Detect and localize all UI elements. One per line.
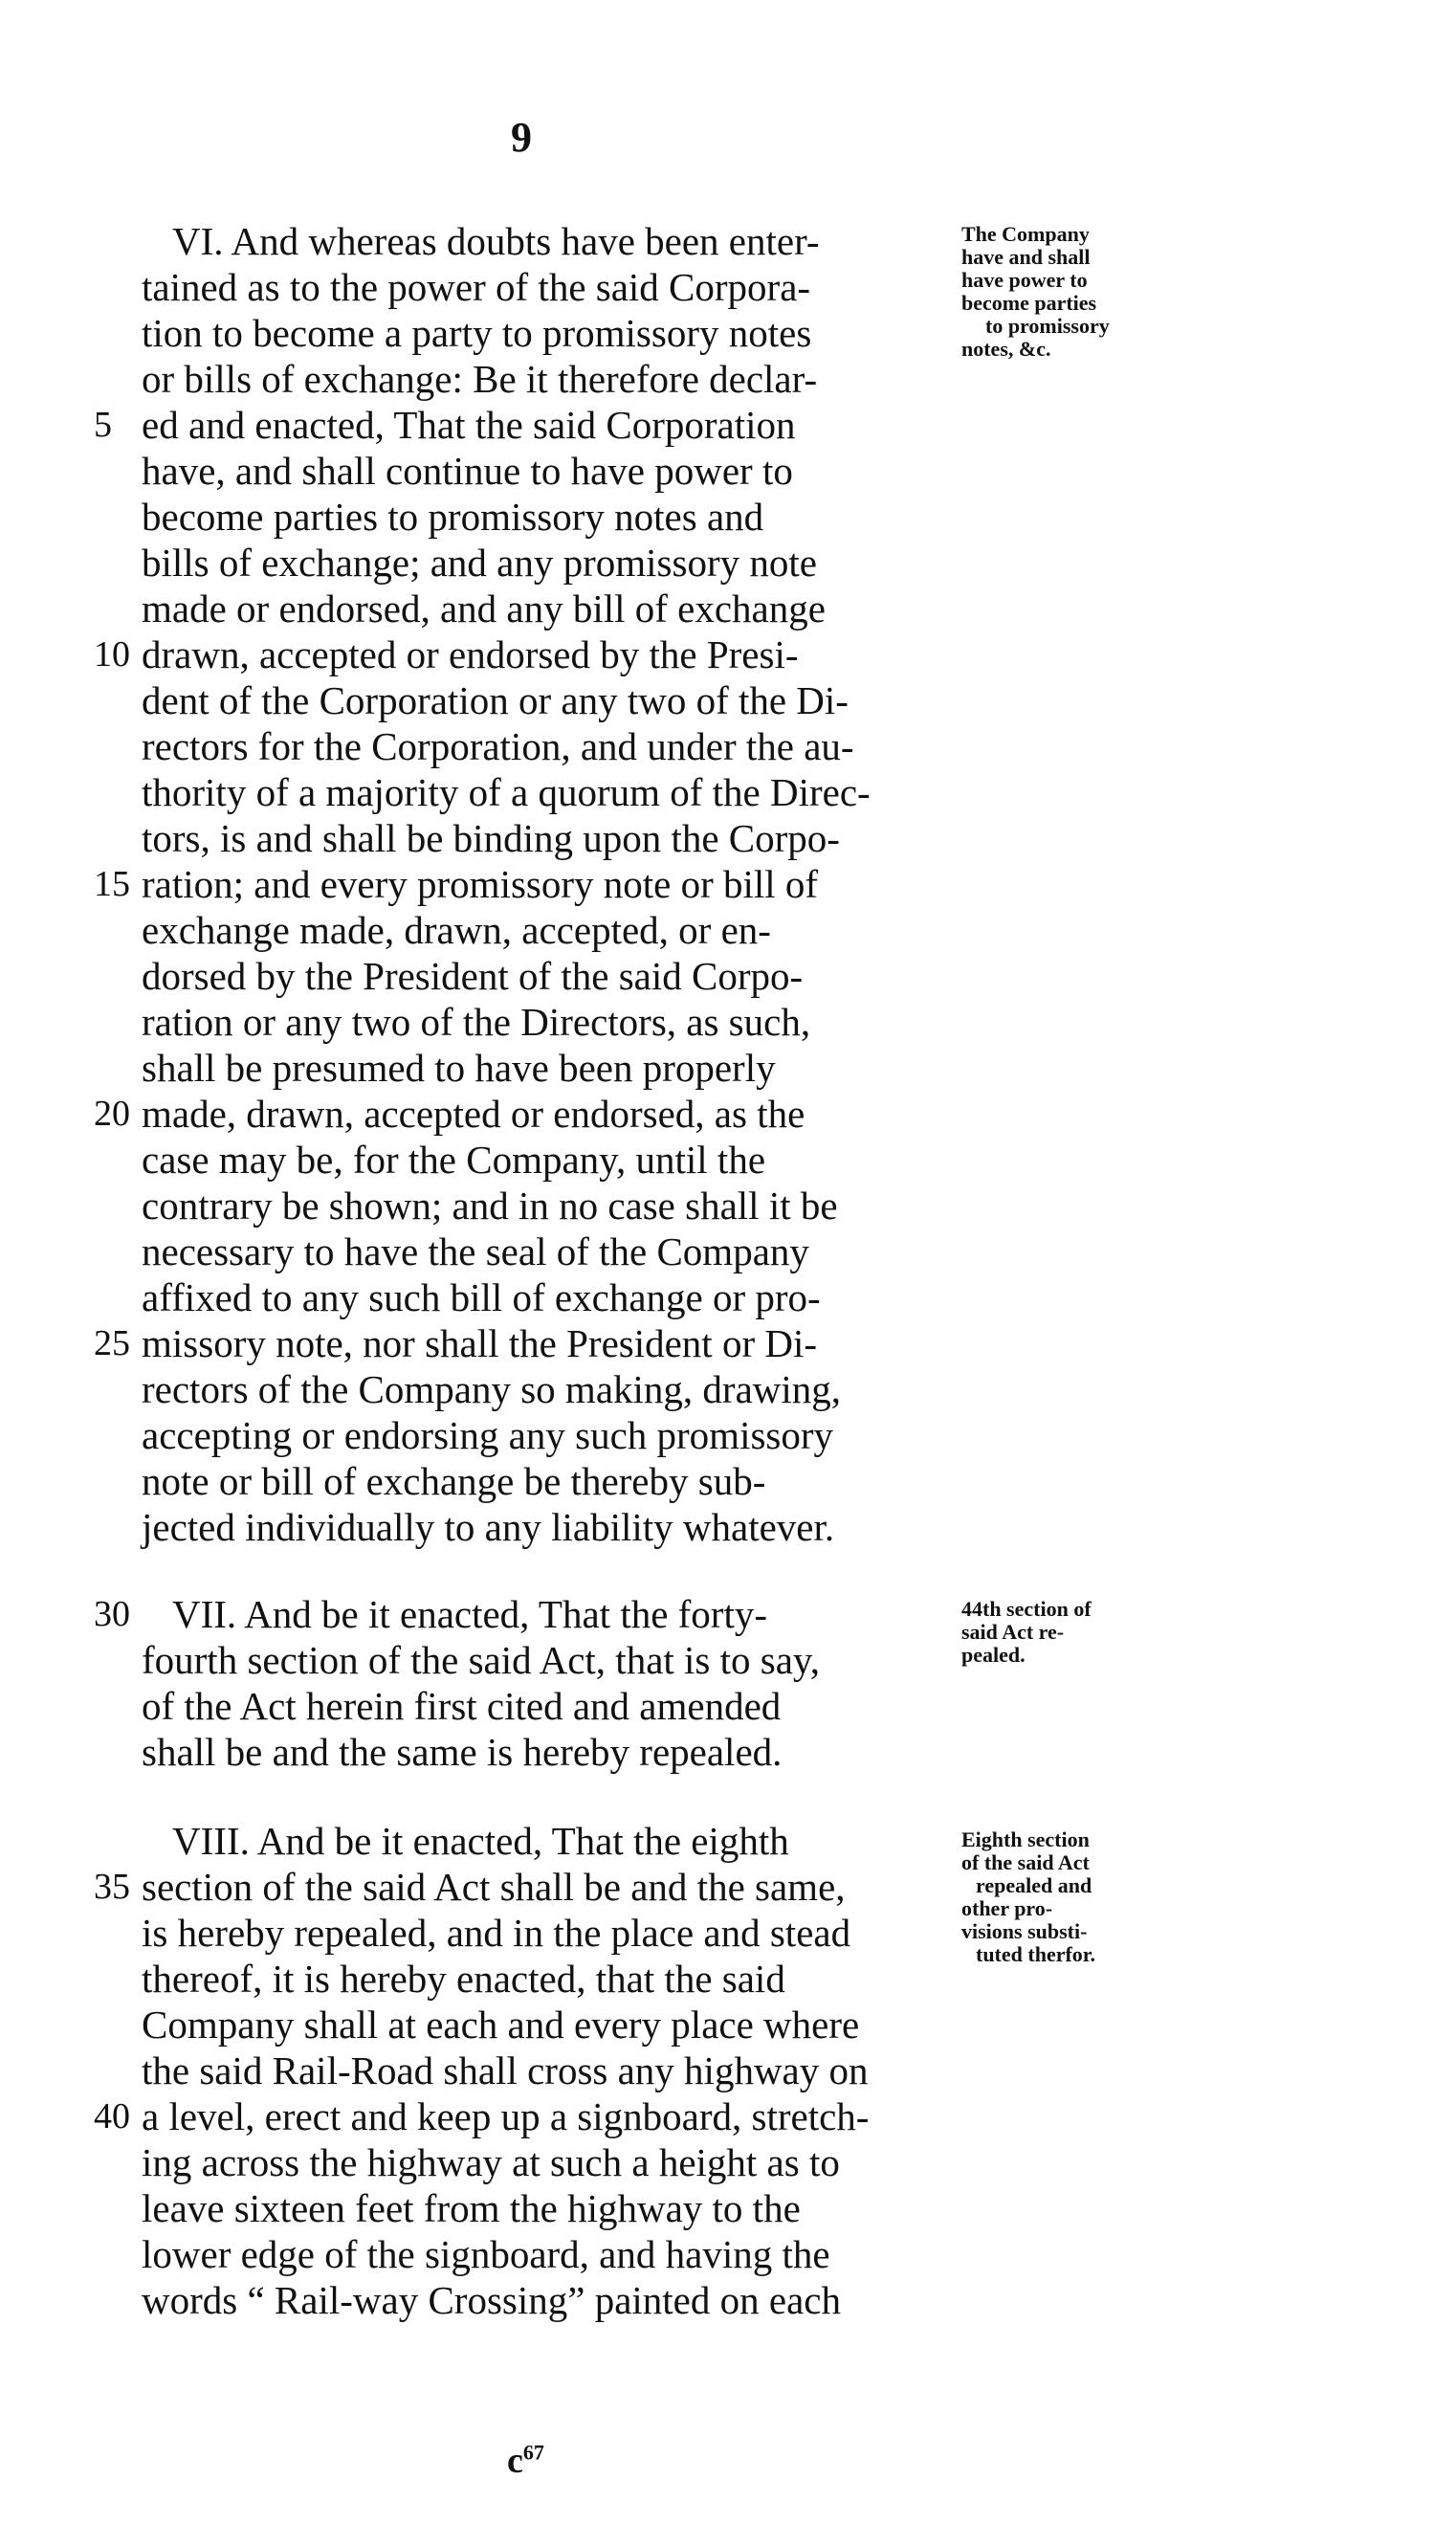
text-line: is hereby repealed, and in the place and stead	[142, 1911, 851, 1955]
text-line: ration or any two of the Directors, as such,	[142, 1000, 811, 1044]
text-line: ed and enacted, That the said Corporation	[142, 403, 796, 447]
text-line: exchange made, drawn, accepted, or en-	[142, 908, 771, 952]
text-line: a level, erect and keep up a signboard, stretch-	[142, 2094, 870, 2138]
text-line: VII. And be it enacted, That the forty-	[172, 1592, 768, 1636]
text-line: tors, is and shall be binding upon the Corpo-	[142, 816, 840, 860]
text-line: affixed to any such bill of exchange or pro-	[142, 1275, 821, 1319]
text-line: rectors for the Corporation, and under the au-	[142, 724, 854, 768]
text-line: of the Act herein first cited and amended	[142, 1684, 782, 1728]
marginal-note-line: said Act re-	[961, 1620, 1065, 1644]
marginal-note-line: pealed.	[961, 1643, 1026, 1667]
marginal-note-line: have power to	[961, 268, 1088, 292]
line-number: 40	[94, 2096, 130, 2136]
line-number: 10	[94, 634, 130, 675]
marginal-note-line: become parties	[961, 291, 1097, 315]
line-number: 35	[94, 1867, 130, 1907]
marginal-note-line: repealed and	[976, 1873, 1092, 1897]
text-line: made, drawn, accepted or endorsed, as the	[142, 1092, 805, 1136]
marginal-note-line: The Company	[961, 222, 1090, 246]
line-number: 20	[94, 1094, 130, 1134]
text-line: VIII. And be it enacted, That the eighth	[172, 1819, 789, 1863]
text-line: shall be presumed to have been properly	[142, 1046, 776, 1090]
text-line: thereof, it is hereby enacted, that the said	[142, 1957, 785, 2001]
text-line: contrary be shown; and in no case shall it be	[142, 1184, 838, 1228]
signature-letter: c	[507, 2441, 523, 2481]
line-number: 30	[94, 1594, 130, 1634]
line-number: 5	[94, 405, 112, 445]
text-line: necessary to have the seal of the Company	[142, 1229, 809, 1273]
text-line: section of the said Act shall be and the same,	[142, 1865, 846, 1909]
text-line: become parties to promissory notes and	[142, 495, 764, 539]
text-line: accepting or endorsing any such promissory	[142, 1413, 834, 1457]
marginal-note-line: have and shall	[961, 245, 1091, 269]
text-line: fourth section of the said Act, that is to say,	[142, 1638, 821, 1682]
text-line: the said Rail-Road shall cross any highway on	[142, 2048, 869, 2092]
text-line: drawn, accepted or endorsed by the Presi-	[142, 632, 799, 676]
text-line: missory note, nor shall the President or Di-	[142, 1321, 818, 1365]
text-line: rectors of the Company so making, drawing,	[142, 1367, 842, 1411]
text-line: have, and shall continue to have power to	[142, 449, 793, 493]
text-line: case may be, for the Company, until the	[142, 1138, 766, 1182]
text-line: shall be and the same is hereby repealed.	[142, 1730, 783, 1774]
page-number: 9	[511, 114, 532, 161]
text-line: note or bill of exchange be thereby sub-	[142, 1459, 766, 1503]
text-line: jected individually to any liability whatever.	[142, 1505, 835, 1549]
text-line: thority of a majority of a quorum of the Direc-	[142, 770, 871, 814]
text-line: tained as to the power of the said Corpora-	[142, 265, 811, 309]
text-line: ration; and every promissory note or bill of	[142, 862, 819, 906]
text-line: ing across the highway at such a height as to	[142, 2140, 840, 2184]
marginal-note-line: notes, &c.	[961, 337, 1051, 361]
marginal-note-line: of the said Act	[961, 1850, 1090, 1874]
marginal-note-line: Eighth section	[961, 1827, 1090, 1851]
marginal-note-line: 44th section of	[961, 1597, 1092, 1621]
text-line: Company shall at each and every place where	[142, 2003, 860, 2047]
text-line: tion to become a party to promissory notes	[142, 311, 812, 355]
text-line: dent of the Corporation or any two of the Di-	[142, 678, 849, 722]
marginal-note-line: other pro-	[961, 1896, 1053, 1920]
signature-number: 67	[522, 2440, 544, 2465]
text-line: dorsed by the President of the said Corpo-	[142, 954, 804, 998]
text-line: made or endorsed, and any bill of exchange	[142, 587, 826, 631]
signature-mark	[507, 2440, 544, 2482]
text-line: bills of exchange; and any promissory note	[142, 541, 817, 585]
line-number: 15	[94, 864, 130, 904]
text-line: VI. And whereas doubts have been enter-	[172, 219, 820, 263]
text-line: leave sixteen feet from the highway to the	[142, 2186, 801, 2230]
text-line: lower edge of the signboard, and having the	[142, 2232, 830, 2276]
text-line: words “ Rail-way Crossing” painted on each	[142, 2278, 841, 2322]
marginal-note-line: tuted therfor.	[976, 1942, 1096, 1966]
marginal-note-line: visions substi-	[961, 1919, 1088, 1943]
marginal-note-line: to promissory	[985, 314, 1110, 338]
line-number: 25	[94, 1323, 130, 1363]
text-line: or bills of exchange: Be it therefore declar-	[142, 357, 818, 401]
